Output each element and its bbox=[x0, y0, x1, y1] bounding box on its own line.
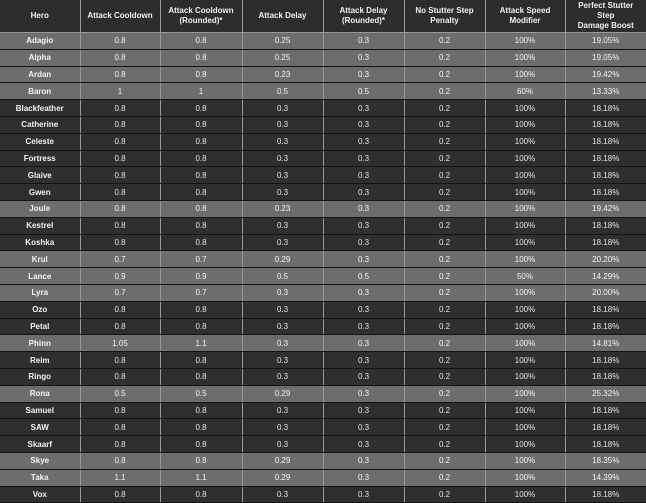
table-row bbox=[0, 469, 646, 486]
no-stutter-step-penalty-cell: 0.2 bbox=[404, 100, 485, 117]
damage-boost-cell: 19.42% bbox=[565, 66, 646, 83]
attack-delay-rounded-cell: 0.3 bbox=[323, 402, 404, 419]
table-row bbox=[0, 217, 646, 234]
damage-boost-cell: 18.18% bbox=[565, 116, 646, 133]
attack-cooldown-rounded-cell: 0.8 bbox=[160, 116, 242, 133]
attack-cooldown-cell: 0.7 bbox=[80, 251, 160, 268]
damage-boost-cell: 18.18% bbox=[565, 486, 646, 503]
table-row bbox=[0, 100, 646, 117]
attack-delay-rounded-cell: 0.3 bbox=[323, 419, 404, 436]
header-attack-speed-modifier: Attack Speed Modifier bbox=[485, 0, 565, 33]
attack-speed-modifier-cell: 100% bbox=[485, 100, 565, 117]
no-stutter-step-penalty-cell: 0.2 bbox=[404, 402, 485, 419]
attack-cooldown-cell: 1.05 bbox=[80, 335, 160, 352]
attack-cooldown-cell: 0.8 bbox=[80, 66, 160, 83]
damage-boost-cell: 18.18% bbox=[565, 133, 646, 150]
attack-delay-rounded-cell: 0.3 bbox=[323, 486, 404, 503]
table-row bbox=[0, 318, 646, 335]
no-stutter-step-penalty-cell: 0.2 bbox=[404, 66, 485, 83]
attack-delay-rounded-cell: 0.3 bbox=[323, 167, 404, 184]
hero-name-cell: Rona bbox=[0, 385, 80, 402]
attack-cooldown-rounded-cell: 0.8 bbox=[160, 49, 242, 66]
attack-delay-rounded-cell: 0.3 bbox=[323, 335, 404, 352]
attack-delay-rounded-cell: 0.5 bbox=[323, 268, 404, 285]
hero-name-cell: Ardan bbox=[0, 66, 80, 83]
attack-cooldown-cell: 0.8 bbox=[80, 217, 160, 234]
attack-cooldown-rounded-cell: 0.8 bbox=[160, 200, 242, 217]
attack-delay-rounded-cell: 0.3 bbox=[323, 116, 404, 133]
attack-delay-cell: 0.3 bbox=[242, 436, 323, 453]
attack-delay-rounded-cell: 0.3 bbox=[323, 251, 404, 268]
table-row bbox=[0, 352, 646, 369]
no-stutter-step-penalty-cell: 0.2 bbox=[404, 234, 485, 251]
attack-delay-rounded-cell: 0.3 bbox=[323, 184, 404, 201]
hero-name-cell: Petal bbox=[0, 318, 80, 335]
table-row bbox=[0, 402, 646, 419]
attack-cooldown-cell: 0.8 bbox=[80, 100, 160, 117]
attack-delay-rounded-cell: 0.3 bbox=[323, 318, 404, 335]
no-stutter-step-penalty-cell: 0.2 bbox=[404, 352, 485, 369]
attack-cooldown-rounded-cell: 0.8 bbox=[160, 100, 242, 117]
attack-cooldown-cell: 0.8 bbox=[80, 116, 160, 133]
no-stutter-step-penalty-cell: 0.2 bbox=[404, 116, 485, 133]
no-stutter-step-penalty-cell: 0.2 bbox=[404, 167, 485, 184]
hero-name-cell: Ringo bbox=[0, 368, 80, 385]
table-row bbox=[0, 419, 646, 436]
damage-boost-cell: 18.18% bbox=[565, 419, 646, 436]
hero-name-cell: Glaive bbox=[0, 167, 80, 184]
attack-delay-cell: 0.23 bbox=[242, 66, 323, 83]
header-no-stutter-step-penalty: No Stutter Step Penalty bbox=[404, 0, 485, 33]
attack-speed-modifier-cell: 100% bbox=[485, 217, 565, 234]
attack-speed-modifier-cell: 100% bbox=[485, 284, 565, 301]
hero-name-cell: Koshka bbox=[0, 234, 80, 251]
hero-name-cell: Krul bbox=[0, 251, 80, 268]
damage-boost-cell: 20.20% bbox=[565, 251, 646, 268]
attack-delay-cell: 0.3 bbox=[242, 335, 323, 352]
header-hero: Hero bbox=[0, 0, 80, 33]
attack-delay-rounded-cell: 0.3 bbox=[323, 217, 404, 234]
hero-name-cell: Phinn bbox=[0, 335, 80, 352]
attack-cooldown-rounded-cell: 0.8 bbox=[160, 452, 242, 469]
attack-speed-modifier-cell: 100% bbox=[485, 184, 565, 201]
hero-name-cell: Skaarf bbox=[0, 436, 80, 453]
attack-speed-modifier-cell: 100% bbox=[485, 116, 565, 133]
attack-delay-cell: 0.3 bbox=[242, 234, 323, 251]
table-row bbox=[0, 116, 646, 133]
attack-delay-cell: 0.3 bbox=[242, 368, 323, 385]
hero-name-cell: Baron bbox=[0, 83, 80, 100]
table-row bbox=[0, 486, 646, 503]
hero-name-cell: Gwen bbox=[0, 184, 80, 201]
attack-speed-modifier-cell: 100% bbox=[485, 150, 565, 167]
hero-name-cell: Kestrel bbox=[0, 217, 80, 234]
attack-delay-rounded-cell: 0.3 bbox=[323, 352, 404, 369]
attack-cooldown-rounded-cell: 0.8 bbox=[160, 66, 242, 83]
attack-delay-cell: 0.29 bbox=[242, 469, 323, 486]
damage-boost-cell: 18.18% bbox=[565, 318, 646, 335]
hero-name-cell: Skye bbox=[0, 452, 80, 469]
attack-cooldown-rounded-cell: 0.7 bbox=[160, 284, 242, 301]
table-row bbox=[0, 436, 646, 453]
attack-speed-modifier-cell: 100% bbox=[485, 419, 565, 436]
header-attack-delay-rounded: Attack Delay (Rounded)* bbox=[323, 0, 404, 33]
attack-speed-modifier-cell: 100% bbox=[485, 318, 565, 335]
attack-cooldown-rounded-cell: 0.8 bbox=[160, 184, 242, 201]
no-stutter-step-penalty-cell: 0.2 bbox=[404, 217, 485, 234]
attack-delay-cell: 0.3 bbox=[242, 167, 323, 184]
no-stutter-step-penalty-cell: 0.2 bbox=[404, 33, 485, 50]
attack-delay-rounded-cell: 0.3 bbox=[323, 150, 404, 167]
table-row bbox=[0, 49, 646, 66]
attack-cooldown-rounded-cell: 0.8 bbox=[160, 486, 242, 503]
hero-name-cell: Catherine bbox=[0, 116, 80, 133]
header-attack-cooldown: Attack Cooldown bbox=[80, 0, 160, 33]
damage-boost-cell: 18.18% bbox=[565, 402, 646, 419]
attack-delay-cell: 0.25 bbox=[242, 33, 323, 50]
no-stutter-step-penalty-cell: 0.2 bbox=[404, 486, 485, 503]
no-stutter-step-penalty-cell: 0.2 bbox=[404, 318, 485, 335]
attack-cooldown-cell: 0.8 bbox=[80, 419, 160, 436]
attack-delay-rounded-cell: 0.3 bbox=[323, 200, 404, 217]
header-attack-delay: Attack Delay bbox=[242, 0, 323, 33]
attack-speed-modifier-cell: 100% bbox=[485, 234, 565, 251]
damage-boost-cell: 14.39% bbox=[565, 469, 646, 486]
table-row bbox=[0, 251, 646, 268]
attack-delay-rounded-cell: 0.3 bbox=[323, 368, 404, 385]
hero-name-cell: Fortress bbox=[0, 150, 80, 167]
damage-boost-cell: 19.05% bbox=[565, 33, 646, 50]
attack-cooldown-cell: 0.8 bbox=[80, 352, 160, 369]
attack-delay-cell: 0.3 bbox=[242, 184, 323, 201]
attack-speed-modifier-cell: 100% bbox=[485, 368, 565, 385]
attack-cooldown-cell: 1 bbox=[80, 83, 160, 100]
hero-name-cell: Taka bbox=[0, 469, 80, 486]
attack-delay-cell: 0.3 bbox=[242, 301, 323, 318]
no-stutter-step-penalty-cell: 0.2 bbox=[404, 385, 485, 402]
attack-cooldown-rounded-cell: 0.8 bbox=[160, 368, 242, 385]
damage-boost-cell: 18.18% bbox=[565, 368, 646, 385]
damage-boost-cell: 18.18% bbox=[565, 150, 646, 167]
attack-delay-cell: 0.3 bbox=[242, 419, 323, 436]
attack-delay-cell: 0.3 bbox=[242, 318, 323, 335]
attack-delay-cell: 0.3 bbox=[242, 284, 323, 301]
attack-cooldown-rounded-cell: 0.8 bbox=[160, 217, 242, 234]
attack-delay-rounded-cell: 0.3 bbox=[323, 452, 404, 469]
attack-delay-rounded-cell: 0.3 bbox=[323, 436, 404, 453]
attack-delay-cell: 0.3 bbox=[242, 486, 323, 503]
attack-delay-rounded-cell: 0.3 bbox=[323, 133, 404, 150]
attack-cooldown-rounded-cell: 0.7 bbox=[160, 251, 242, 268]
attack-delay-cell: 0.5 bbox=[242, 83, 323, 100]
attack-cooldown-rounded-cell: 0.8 bbox=[160, 33, 242, 50]
no-stutter-step-penalty-cell: 0.2 bbox=[404, 335, 485, 352]
damage-boost-cell: 13.33% bbox=[565, 83, 646, 100]
attack-cooldown-cell: 1.1 bbox=[80, 469, 160, 486]
attack-cooldown-rounded-cell: 0.9 bbox=[160, 268, 242, 285]
table-row bbox=[0, 284, 646, 301]
attack-cooldown-cell: 0.9 bbox=[80, 268, 160, 285]
damage-boost-cell: 18.18% bbox=[565, 436, 646, 453]
attack-speed-modifier-cell: 100% bbox=[485, 469, 565, 486]
attack-delay-cell: 0.5 bbox=[242, 268, 323, 285]
attack-delay-cell: 0.3 bbox=[242, 133, 323, 150]
attack-delay-rounded-cell: 0.3 bbox=[323, 33, 404, 50]
attack-delay-cell: 0.3 bbox=[242, 116, 323, 133]
attack-speed-modifier-cell: 100% bbox=[485, 133, 565, 150]
hero-name-cell: Samuel bbox=[0, 402, 80, 419]
no-stutter-step-penalty-cell: 0.2 bbox=[404, 200, 485, 217]
no-stutter-step-penalty-cell: 0.2 bbox=[404, 184, 485, 201]
hero-name-cell: Vox bbox=[0, 486, 80, 503]
attack-cooldown-rounded-cell: 0.8 bbox=[160, 234, 242, 251]
attack-cooldown-cell: 0.7 bbox=[80, 284, 160, 301]
table-row bbox=[0, 452, 646, 469]
no-stutter-step-penalty-cell: 0.2 bbox=[404, 150, 485, 167]
table-row bbox=[0, 234, 646, 251]
hero-name-cell: Ozo bbox=[0, 301, 80, 318]
attack-delay-cell: 0.3 bbox=[242, 217, 323, 234]
no-stutter-step-penalty-cell: 0.2 bbox=[404, 133, 485, 150]
header-perfect-stutter-step-damage-boost: Perfect Stutter Step Damage Boost bbox=[565, 0, 646, 33]
attack-cooldown-rounded-cell: 0.8 bbox=[160, 301, 242, 318]
hero-name-cell: Alpha bbox=[0, 49, 80, 66]
no-stutter-step-penalty-cell: 0.2 bbox=[404, 83, 485, 100]
damage-boost-cell: 18.18% bbox=[565, 167, 646, 184]
attack-cooldown-rounded-cell: 0.8 bbox=[160, 167, 242, 184]
attack-delay-rounded-cell: 0.3 bbox=[323, 49, 404, 66]
attack-delay-rounded-cell: 0.3 bbox=[323, 284, 404, 301]
attack-delay-rounded-cell: 0.5 bbox=[323, 83, 404, 100]
attack-delay-cell: 0.29 bbox=[242, 452, 323, 469]
table-row bbox=[0, 33, 646, 50]
attack-speed-modifier-cell: 100% bbox=[485, 402, 565, 419]
attack-cooldown-cell: 0.8 bbox=[80, 33, 160, 50]
attack-delay-cell: 0.25 bbox=[242, 49, 323, 66]
attack-speed-modifier-cell: 100% bbox=[485, 167, 565, 184]
table-row bbox=[0, 335, 646, 352]
attack-speed-modifier-cell: 60% bbox=[485, 83, 565, 100]
attack-cooldown-cell: 0.8 bbox=[80, 167, 160, 184]
table-row bbox=[0, 268, 646, 285]
attack-speed-modifier-cell: 100% bbox=[485, 436, 565, 453]
attack-cooldown-cell: 0.8 bbox=[80, 184, 160, 201]
damage-boost-cell: 14.29% bbox=[565, 268, 646, 285]
attack-delay-rounded-cell: 0.3 bbox=[323, 385, 404, 402]
attack-cooldown-cell: 0.8 bbox=[80, 402, 160, 419]
attack-delay-cell: 0.29 bbox=[242, 385, 323, 402]
damage-boost-cell: 19.42% bbox=[565, 200, 646, 217]
attack-cooldown-rounded-cell: 0.8 bbox=[160, 352, 242, 369]
attack-speed-modifier-cell: 100% bbox=[485, 452, 565, 469]
no-stutter-step-penalty-cell: 0.2 bbox=[404, 419, 485, 436]
attack-speed-modifier-cell: 100% bbox=[485, 352, 565, 369]
table-row bbox=[0, 66, 646, 83]
attack-speed-modifier-cell: 100% bbox=[485, 301, 565, 318]
no-stutter-step-penalty-cell: 0.2 bbox=[404, 452, 485, 469]
hero-name-cell: Lance bbox=[0, 268, 80, 285]
attack-cooldown-rounded-cell: 1.1 bbox=[160, 469, 242, 486]
attack-cooldown-rounded-cell: 0.8 bbox=[160, 133, 242, 150]
damage-boost-cell: 14.81% bbox=[565, 335, 646, 352]
hero-name-cell: Adagio bbox=[0, 33, 80, 50]
attack-delay-rounded-cell: 0.3 bbox=[323, 234, 404, 251]
damage-boost-cell: 18.18% bbox=[565, 217, 646, 234]
attack-speed-modifier-cell: 100% bbox=[485, 486, 565, 503]
no-stutter-step-penalty-cell: 0.2 bbox=[404, 268, 485, 285]
attack-cooldown-cell: 0.8 bbox=[80, 452, 160, 469]
attack-cooldown-rounded-cell: 0.5 bbox=[160, 385, 242, 402]
hero-name-cell: SAW bbox=[0, 419, 80, 436]
no-stutter-step-penalty-cell: 0.2 bbox=[404, 436, 485, 453]
header-attack-cooldown-rounded: Attack Cooldown (Rounded)* bbox=[160, 0, 242, 33]
table-row bbox=[0, 385, 646, 402]
no-stutter-step-penalty-cell: 0.2 bbox=[404, 251, 485, 268]
attack-cooldown-rounded-cell: 0.8 bbox=[160, 318, 242, 335]
damage-boost-cell: 18.18% bbox=[565, 352, 646, 369]
hero-name-cell: Blackfeather bbox=[0, 100, 80, 117]
attack-delay-cell: 0.23 bbox=[242, 200, 323, 217]
table-row bbox=[0, 368, 646, 385]
damage-boost-cell: 18.35% bbox=[565, 452, 646, 469]
attack-delay-cell: 0.29 bbox=[242, 251, 323, 268]
hero-name-cell: Celeste bbox=[0, 133, 80, 150]
damage-boost-cell: 19.05% bbox=[565, 49, 646, 66]
damage-boost-cell: 18.18% bbox=[565, 184, 646, 201]
no-stutter-step-penalty-cell: 0.2 bbox=[404, 284, 485, 301]
table-row bbox=[0, 133, 646, 150]
hero-name-cell: Joule bbox=[0, 200, 80, 217]
table-row bbox=[0, 150, 646, 167]
attack-cooldown-cell: 0.8 bbox=[80, 150, 160, 167]
attack-cooldown-cell: 0.8 bbox=[80, 49, 160, 66]
table-row bbox=[0, 184, 646, 201]
no-stutter-step-penalty-cell: 0.2 bbox=[404, 368, 485, 385]
damage-boost-cell: 18.18% bbox=[565, 100, 646, 117]
attack-cooldown-rounded-cell: 1 bbox=[160, 83, 242, 100]
damage-boost-cell: 20.00% bbox=[565, 284, 646, 301]
damage-boost-cell: 18.18% bbox=[565, 301, 646, 318]
attack-delay-rounded-cell: 0.3 bbox=[323, 469, 404, 486]
hero-name-cell: Lyra bbox=[0, 284, 80, 301]
attack-cooldown-rounded-cell: 0.8 bbox=[160, 436, 242, 453]
attack-speed-modifier-cell: 100% bbox=[485, 33, 565, 50]
attack-speed-modifier-cell: 100% bbox=[485, 66, 565, 83]
attack-delay-rounded-cell: 0.3 bbox=[323, 301, 404, 318]
attack-cooldown-rounded-cell: 0.8 bbox=[160, 402, 242, 419]
attack-delay-cell: 0.3 bbox=[242, 100, 323, 117]
attack-cooldown-rounded-cell: 0.8 bbox=[160, 150, 242, 167]
attack-cooldown-cell: 0.8 bbox=[80, 234, 160, 251]
attack-speed-modifier-cell: 100% bbox=[485, 49, 565, 66]
attack-cooldown-cell: 0.8 bbox=[80, 486, 160, 503]
no-stutter-step-penalty-cell: 0.2 bbox=[404, 49, 485, 66]
attack-speed-modifier-cell: 100% bbox=[485, 385, 565, 402]
attack-delay-cell: 0.3 bbox=[242, 150, 323, 167]
attack-delay-cell: 0.3 bbox=[242, 402, 323, 419]
attack-speed-modifier-cell: 50% bbox=[485, 268, 565, 285]
table-body bbox=[0, 33, 646, 503]
attack-speed-modifier-cell: 100% bbox=[485, 251, 565, 268]
no-stutter-step-penalty-cell: 0.2 bbox=[404, 469, 485, 486]
attack-cooldown-cell: 0.8 bbox=[80, 133, 160, 150]
header-row bbox=[0, 0, 646, 33]
attack-cooldown-cell: 0.8 bbox=[80, 200, 160, 217]
attack-speed-modifier-cell: 100% bbox=[485, 335, 565, 352]
hero-name-cell: Reim bbox=[0, 352, 80, 369]
attack-cooldown-cell: 0.5 bbox=[80, 385, 160, 402]
table-row bbox=[0, 200, 646, 217]
attack-speed-modifier-cell: 100% bbox=[485, 200, 565, 217]
damage-boost-cell: 25.32% bbox=[565, 385, 646, 402]
attack-cooldown-cell: 0.8 bbox=[80, 436, 160, 453]
attack-cooldown-cell: 0.8 bbox=[80, 301, 160, 318]
attack-cooldown-rounded-cell: 0.8 bbox=[160, 419, 242, 436]
table-row bbox=[0, 167, 646, 184]
attack-delay-rounded-cell: 0.3 bbox=[323, 100, 404, 117]
no-stutter-step-penalty-cell: 0.2 bbox=[404, 301, 485, 318]
attack-delay-rounded-cell: 0.3 bbox=[323, 66, 404, 83]
attack-cooldown-cell: 0.8 bbox=[80, 318, 160, 335]
table-row bbox=[0, 301, 646, 318]
table-row bbox=[0, 83, 646, 100]
attack-cooldown-cell: 0.8 bbox=[80, 368, 160, 385]
attack-cooldown-rounded-cell: 1.1 bbox=[160, 335, 242, 352]
damage-boost-cell: 18.18% bbox=[565, 234, 646, 251]
attack-delay-cell: 0.3 bbox=[242, 352, 323, 369]
